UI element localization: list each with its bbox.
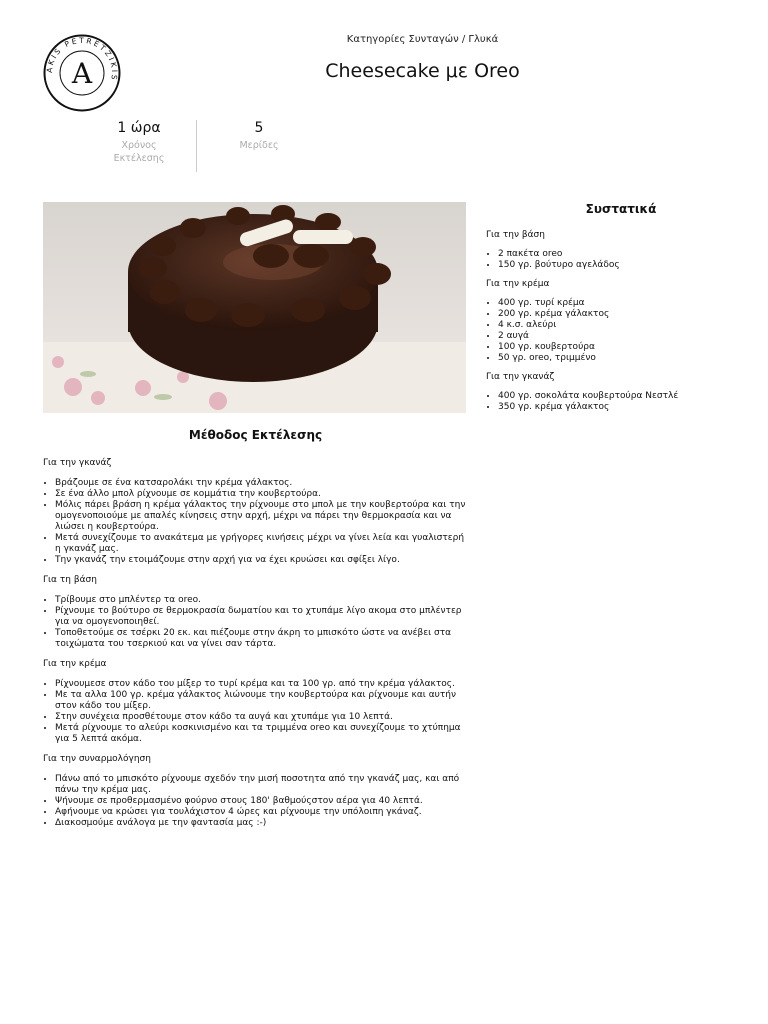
method-step: • Μετά ρίχνουμε το αλεύρι κοσκινισμένο και τα τριμμένα oreo και συνεχίζουμε το χτύπημα για 5 λεπτά ακόμα. <box>55 723 468 745</box>
servings <box>204 120 314 152</box>
method-group <box>43 754 468 829</box>
prep-time-label: Χρόνος Εκτέλεσης <box>113 140 165 164</box>
recipe-meta <box>0 120 768 176</box>
method-step: • Στην συνέχεια προσθέτουμε στον κάδο τα αυγά και χτυπάμε για 10 λεπτά. <box>55 712 468 723</box>
logo-ring-text: AKIS PETRETZIKIS <box>44 35 120 83</box>
method-step: • Μετά συνεχίζουμε το ανακάτεμα με γρήγορες κινήσεις μέχρι να γίνει λεία και γυαλιστερή η γκανάζ μας. <box>55 533 468 555</box>
method-group-title: Για τη βάση <box>43 575 97 585</box>
breadcrumb[interactable]: Κατηγορίες Συνταγών / Γλυκά <box>346 34 499 45</box>
ingredient-item: • 2 πακέτα oreo <box>498 249 756 260</box>
ingredients-section <box>486 202 756 421</box>
method-step: • Πάνω από το μπισκότο ρίχνουμε σχεδόν την μισή ποσοτητα από την γκανάζ μας, και από πάνω την κρέμα μας. <box>55 774 468 796</box>
method-section <box>43 428 468 838</box>
ingredient-item: • 4 κ.σ. αλεύρι <box>498 320 756 331</box>
ingredient-item: • 150 γρ. βούτυρο αγελάδος <box>498 260 756 271</box>
method-step: • Διακοσμούμε ανάλογα με την φαντασία μας :-) <box>55 818 468 829</box>
method-step: • Την γκανάζ την ετοιμάζουμε στην αρχή για να έχει κρυώσει και σφίξει λίγο. <box>55 555 468 566</box>
recipe-photo <box>43 202 466 413</box>
ingredient-item: • 350 γρ. κρέμα γάλακτος <box>498 402 756 413</box>
method-step: • Αφήνουμε να κρώσει για τουλάχιστον 4 ώρες και ρίχνουμε την υπόλοιπη γκάναζ. <box>55 807 468 818</box>
method-step: • Ψήνουμε σε προθερμασμένο φούρνο στους 180' βαθμούςστον αέρα για 40 λεπτά. <box>55 796 468 807</box>
ingredient-item: • 50 γρ. oreo, τριμμένο <box>498 353 756 364</box>
ingredients-heading: Συστατικά <box>585 202 657 216</box>
method-step: • Τοποθετούμε σε τσέρκι 20 εκ. και πιέζουμε στην άκρη το μπισκότο ώστε να ανέβει στα τοιχώματα του τσερκιού και να γίνει σαν τάρτα. <box>55 628 468 650</box>
page-title: Cheesecake με Oreo <box>325 60 520 82</box>
ingredient-group <box>486 372 756 413</box>
servings-label: Μερίδες <box>239 140 279 151</box>
akis-logo-icon[interactable] <box>43 34 121 112</box>
prep-time <box>84 120 194 165</box>
method-group-title: Για την γκανάζ <box>43 458 112 468</box>
method-step: • Με τα αλλα 100 γρ. κρέμα γάλακτος λιώνουμε την κουβερτούρα και ρίχνουμε και αυτήν στον κάδο του μίξερ. <box>55 690 468 712</box>
ingredient-group <box>486 230 756 271</box>
meta-divider <box>196 120 197 172</box>
ingredient-item: • 400 γρ. τυρί κρέμα <box>498 298 756 309</box>
method-group <box>43 659 468 745</box>
method-group-title: Για την κρέμα <box>43 659 107 669</box>
ingredient-group-title: Για την γκανάζ <box>486 372 555 382</box>
ingredient-item: • 2 αυγά <box>498 331 756 342</box>
method-step: • Τρίβουμε στο μπλέντερ τα oreo. <box>55 595 468 606</box>
method-group-title: Για την συναρμολόγηση <box>43 754 151 764</box>
ingredient-group-title: Για την κρέμα <box>486 279 550 289</box>
ingredient-item: • 100 γρ. κουβερτούρα <box>498 342 756 353</box>
method-step: • Σε ένα άλλο μπολ ρίχνουμε σε κομμάτια την κουβερτούρα. <box>55 489 468 500</box>
servings-value: 5 <box>254 120 264 136</box>
prep-time-value: 1 ώρα <box>117 120 161 136</box>
method-group <box>43 458 468 566</box>
method-step: • Ρίχνουμε το βούτυρο σε θερμοκρασία δωματίου και το χτυπάμε λίγο ακομα στο μπλέντερ για να ομογενοποιηθεί. <box>55 606 468 628</box>
ingredient-group-title: Για την βάση <box>486 230 545 240</box>
method-step: • Μόλις πάρει βράση η κρέμα γάλακτος την ρίχνουμε στο μπολ με την κουβερτούρα και την ομογενοποιούμε με απαλές κίνησεις στην αρχή, μέχρι να πάρει την θερμοκρασία και να λιώσει η κουβερτούρα. <box>55 500 468 533</box>
method-group <box>43 575 468 650</box>
method-step: • Βράζουμε σε ένα κατσαρολάκι την κρέμα γάλακτος. <box>55 478 468 489</box>
logo-letter: A <box>71 57 93 90</box>
ingredient-item: • 400 γρ. σοκολάτα κουβερτούρα Νεστλέ <box>498 391 756 402</box>
method-heading: Μέθοδος Εκτέλεσης <box>188 428 323 442</box>
ingredient-item: • 200 γρ. κρέμα γάλακτος <box>498 309 756 320</box>
method-step: • Ρίχνουμεσε στον κάδο του μίξερ το τυρί κρέμα και τα 100 γρ. από την κρέμα γάλακτος. <box>55 679 468 690</box>
ingredient-group <box>486 279 756 364</box>
